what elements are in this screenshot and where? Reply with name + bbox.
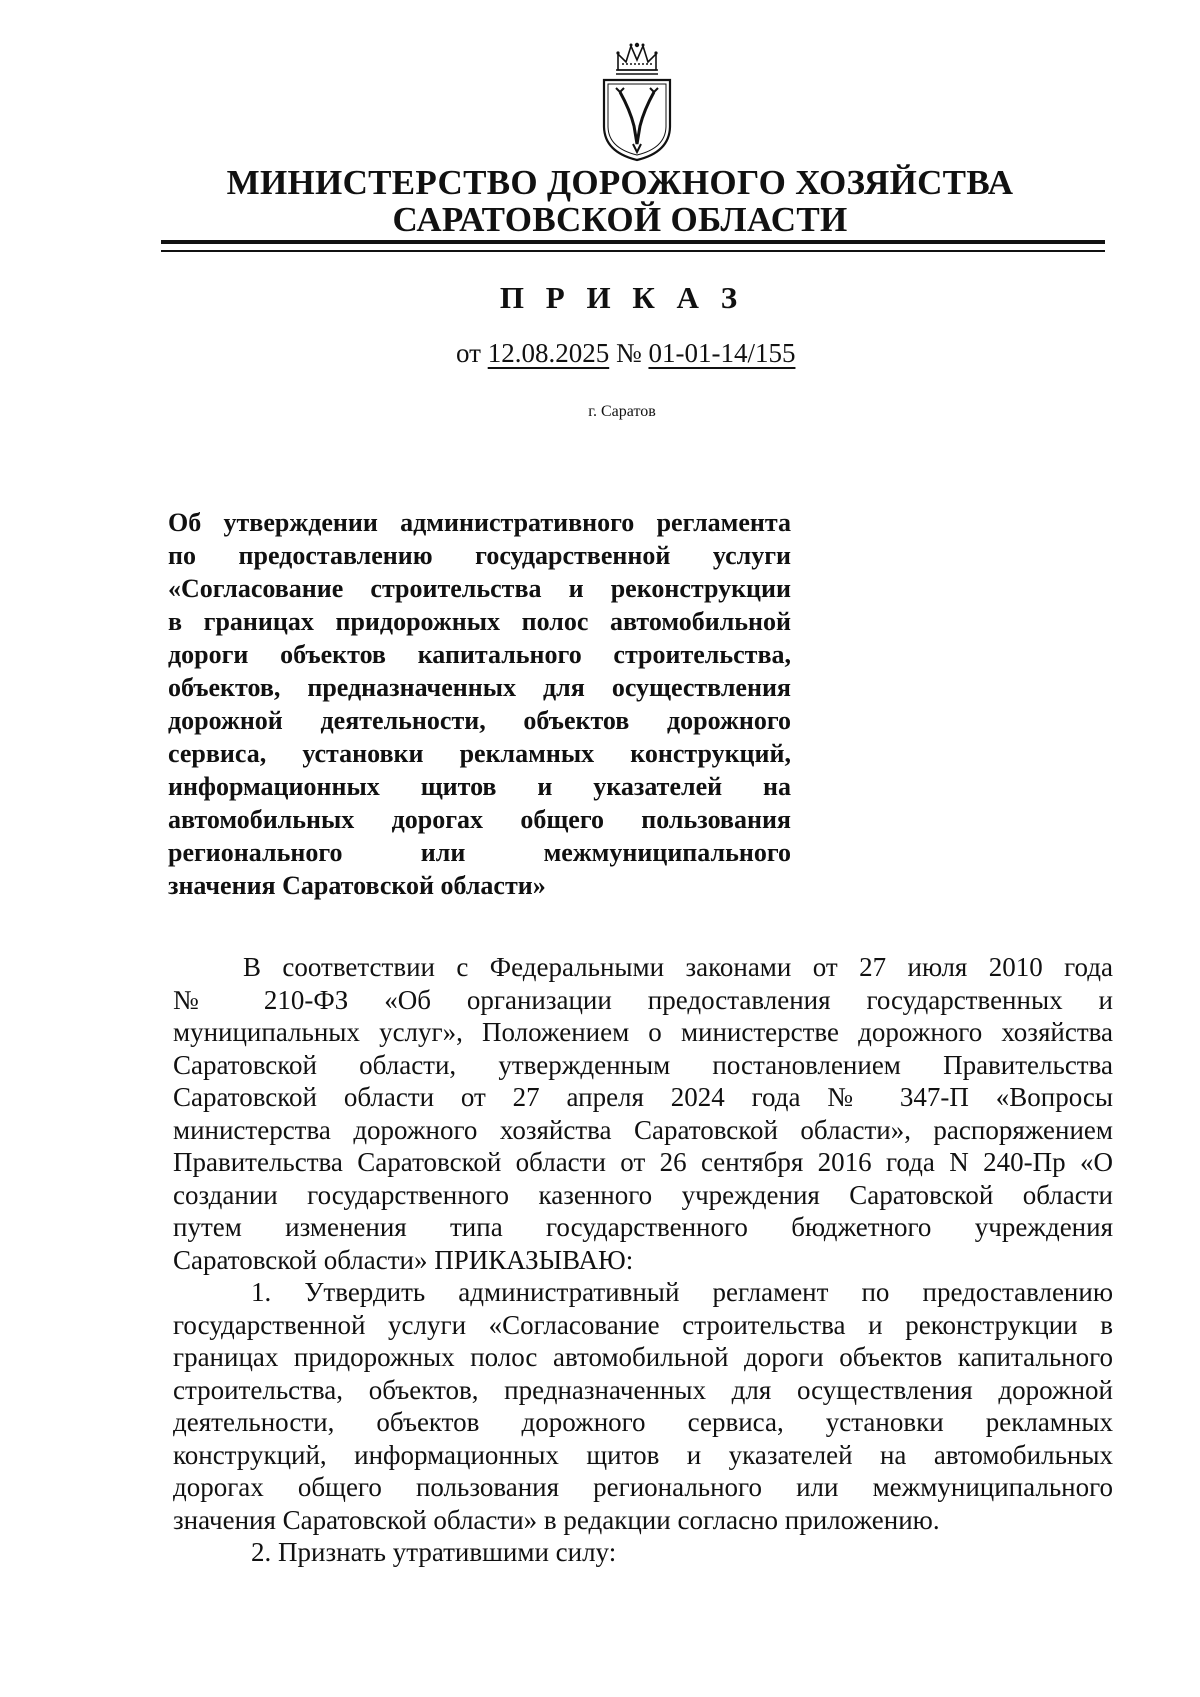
body-line: строительства, объектов, предназначенных для осуществления дорожной <box>173 1374 1113 1405</box>
subject-line: информационных щитов и указателей на <box>168 772 791 801</box>
document-number: 01-01-14/155 <box>648 338 796 368</box>
ministry-name-line2: САРАТОВСКОЙ ОБЛАСТИ <box>392 200 848 239</box>
body-line: создании государственного казенного учреждения Саратовской области <box>173 1179 1113 1210</box>
header-divider-thick <box>161 240 1105 244</box>
body-line: границах придорожных полос автомобильной дороги объектов капитального <box>173 1342 1113 1372</box>
number-sign: № <box>615 338 642 368</box>
date-prefix: от <box>456 338 481 368</box>
subject-line: дороги объектов капитального строительства, <box>168 640 791 669</box>
body-line: Саратовской области, утвержденным постановлением Правительства <box>173 1049 1113 1080</box>
document-body <box>173 951 1113 1569</box>
ministry-name-line1: МИНИСТЕРСТВО ДОРОЖНОГО ХОЗЯЙСТВА <box>226 163 1014 202</box>
date-number-line <box>456 338 795 369</box>
subject-line: регионального или межмуниципального <box>168 838 791 867</box>
subject-line: значения Саратовской области» <box>168 871 546 900</box>
subject-line: «Согласование строительства и реконструкции <box>168 574 791 603</box>
document-date: 12.08.2025 <box>487 338 610 368</box>
body-line: Правительства Саратовской области от 26 сентября 2016 года N 240-Пр «О <box>173 1147 1113 1177</box>
body-line: Саратовской области от 27 апреля 2024 года № 347-П «Вопросы <box>173 1082 1113 1112</box>
subject-line: дорожной деятельности, объектов дорожного <box>168 706 791 735</box>
body-line: дорогах общего пользования регионального или межмуниципального <box>173 1472 1113 1502</box>
header-divider-thin <box>161 250 1105 252</box>
subject-line: сервиса, установки рекламных конструкций, <box>168 739 791 768</box>
body-line: значения Саратовской области» в редакции согласно приложению. <box>173 1504 940 1535</box>
subject-line: автомобильных дорогах общего пользования <box>168 805 791 834</box>
subject-line: объектов, предназначенных для осуществления <box>168 673 791 702</box>
body-line: 1. Утвердить административный регламент по предоставлению <box>251 1277 1113 1307</box>
subject-line: по предоставлению государственной услуги <box>168 541 791 570</box>
body-line: государственной услуги «Согласование строительства и реконструкции в <box>173 1309 1113 1340</box>
body-line: Саратовской области» ПРИКАЗЫВАЮ: <box>173 1244 634 1275</box>
body-line: деятельности, объектов дорожного сервиса, установки рекламных <box>173 1407 1113 1437</box>
subject-line: в границах придорожных полос автомобильной <box>168 607 791 636</box>
issue-city: г. Саратов <box>588 403 656 420</box>
body-line: В соответствии с Федеральными законами от 27 июля 2010 года <box>243 952 1113 982</box>
document-type-title: П Р И К А З <box>499 280 745 315</box>
body-line: № 210-ФЗ «Об организации предоставления государственных и <box>173 984 1113 1015</box>
body-line: муниципальных услуг», Положением о министерстве дорожного хозяйства <box>173 1017 1113 1047</box>
body-line: 2. Признать утратившими силу: <box>251 1537 617 1567</box>
body-line: министерства дорожного хозяйства Саратовской области», распоряжением <box>173 1114 1113 1145</box>
document-subject <box>168 506 791 902</box>
subject-line: Об утверждении административного регламента <box>168 508 791 537</box>
saratov-coat-of-arms-icon <box>596 40 678 162</box>
body-line: путем изменения типа государственного бюджетного учреждения <box>173 1212 1113 1242</box>
body-line: конструкций, информационных щитов и указателей на автомобильных <box>173 1439 1113 1470</box>
